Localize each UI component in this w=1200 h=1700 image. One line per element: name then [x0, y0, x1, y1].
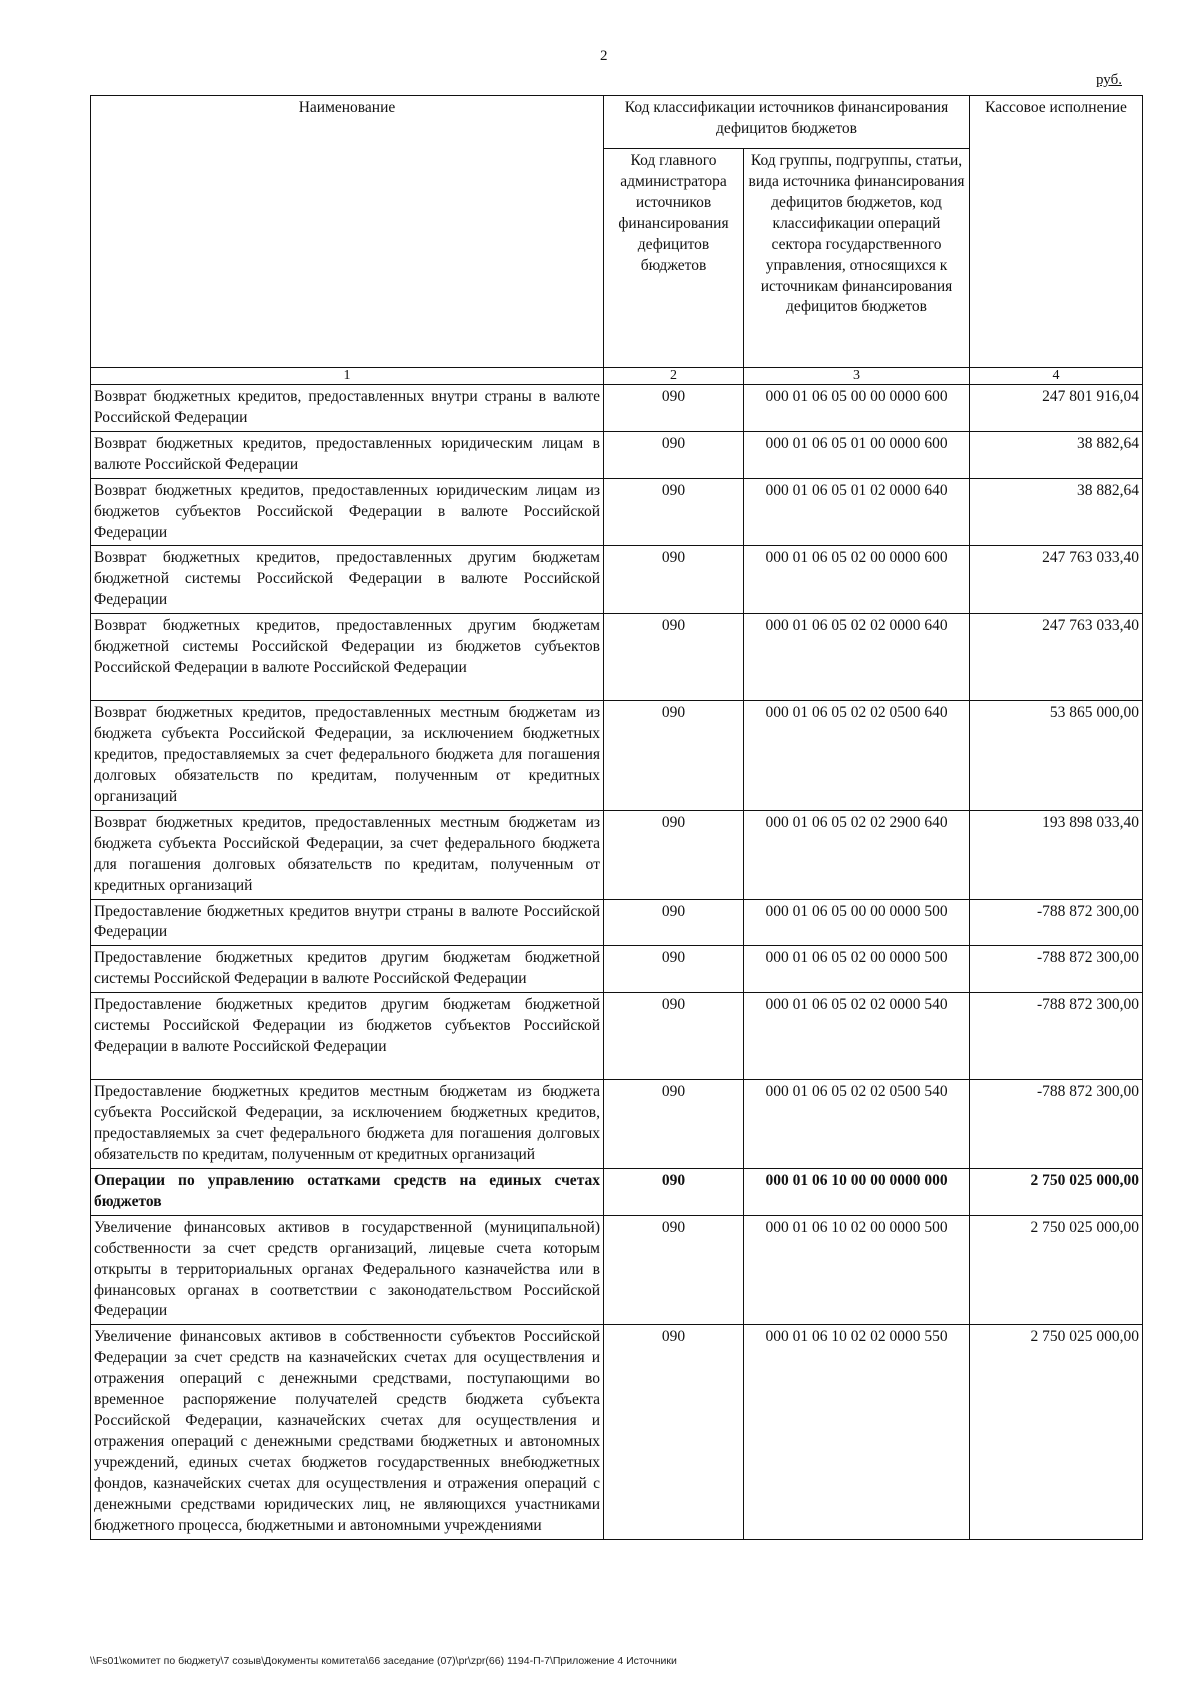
table-row [91, 546, 1143, 614]
row-amount: 247 763 033,40 [970, 546, 1143, 614]
sources-table [90, 95, 1143, 1540]
row-amount: 2 750 025 000,00 [970, 1215, 1143, 1325]
table-row [91, 701, 1143, 811]
row-admin-code: 090 [604, 993, 744, 1080]
row-amount: -788 872 300,00 [970, 946, 1143, 993]
column-number: 3 [744, 368, 970, 385]
table-row [91, 478, 1143, 546]
row-classification-code: 000 01 06 05 01 02 0000 640 [744, 478, 970, 546]
row-admin-code: 090 [604, 1080, 744, 1169]
row-classification-code: 000 01 06 10 02 00 0000 500 [744, 1215, 970, 1325]
row-admin-code: 090 [604, 810, 744, 899]
table-row [91, 1215, 1143, 1325]
row-classification-code: 000 01 06 05 02 00 0000 500 [744, 946, 970, 993]
file-path-footer: \\Fs01\комитет по бюджету\7 созыв\Документы комитета\66 заседание (07)\pr\zpr(66) 1194-П-7\Приложение 4 Источники [90, 1655, 677, 1667]
row-name: Предоставление бюджетных кредитов местным бюджетам из бюджета субъекта Российской Федерации, за исключением бюджетных кредитов, предоставляемых за счет федерального бюджета для погашения долговых обязательств по кредитам, полученным от кредитных организаций [91, 1080, 604, 1169]
column-number-row [91, 368, 1143, 385]
row-classification-code: 000 01 06 05 01 00 0000 600 [744, 431, 970, 478]
row-admin-code: 090 [604, 1215, 744, 1325]
row-classification-code: 000 01 06 05 00 00 0000 600 [744, 385, 970, 432]
row-amount: 2 750 025 000,00 [970, 1168, 1143, 1215]
column-number: 2 [604, 368, 744, 385]
row-amount: 2 750 025 000,00 [970, 1325, 1143, 1539]
row-classification-code: 000 01 06 05 02 02 0000 640 [744, 614, 970, 701]
column-number: 1 [91, 368, 604, 385]
row-admin-code: 090 [604, 899, 744, 946]
row-amount: 53 865 000,00 [970, 701, 1143, 811]
row-classification-code: 000 01 06 05 02 02 0000 540 [744, 993, 970, 1080]
table-row [91, 614, 1143, 701]
row-classification-code: 000 01 06 10 02 02 0000 550 [744, 1325, 970, 1539]
row-name: Предоставление бюджетных кредитов внутри страны в валюте Российской Федерации [91, 899, 604, 946]
row-admin-code: 090 [604, 1168, 744, 1215]
row-amount: -788 872 300,00 [970, 1080, 1143, 1169]
row-amount: 193 898 033,40 [970, 810, 1143, 899]
table-row [91, 810, 1143, 899]
row-amount: 38 882,64 [970, 478, 1143, 546]
row-name: Возврат бюджетных кредитов, предоставленных юридическим лицам в валюте Российской Федерации [91, 431, 604, 478]
row-amount: 38 882,64 [970, 431, 1143, 478]
row-name: Увеличение финансовых активов в собственности субъектов Российской Федерации за счет средств на казначейских счетах для осуществления и отражения операций с денежными средствами, поступающими во временное распоряжение получателей средств бюджета субъекта Российской Федерации, казначейских счетах для осуществления и отражения операций с денежными средствами бюджетных и автономных учреждений, единых счетах бюджетов государственных внебюджетных фондов, казначейских счетах для осуществления и отражения операций с денежными средствами юридических лиц, не являющихся участниками бюджетного процесса, бюджетными и автономными учреждениями [91, 1325, 604, 1539]
row-name: Возврат бюджетных кредитов, предоставленных внутри страны в валюте Российской Федерации [91, 385, 604, 432]
row-admin-code: 090 [604, 1325, 744, 1539]
row-name: Увеличение финансовых активов в государственной (муниципальной) собственности за счет средств организаций, лицевые счета которым открыты в территориальных органах Федерального казначейства или в финансовых органах в соответствии с законодательством Российской Федерации [91, 1215, 604, 1325]
row-name: Предоставление бюджетных кредитов другим бюджетам бюджетной системы Российской Федерации из бюджетов субъектов Российской Федерации в валюте Российской Федерации [91, 993, 604, 1080]
row-amount: -788 872 300,00 [970, 993, 1143, 1080]
row-classification-code: 000 01 06 05 02 02 0500 540 [744, 1080, 970, 1169]
row-name: Возврат бюджетных кредитов, предоставленных местным бюджетам из бюджета субъекта Российской Федерации, за исключением бюджетных кредитов, предоставляемых за счет федерального бюджета для погашения долговых обязательств по кредитам, полученным от кредитных организаций [91, 701, 604, 811]
header-admin-code: Код главного администратора источников финансирования дефицитов бюджетов [604, 149, 744, 368]
page-number: 2 [600, 48, 608, 64]
table-row [91, 1080, 1143, 1169]
table-row [91, 993, 1143, 1080]
row-name: Возврат бюджетных кредитов, предоставленных местным бюджетам из бюджета субъекта Российской Федерации, за счет федерального бюджета для погашения долговых обязательств по кредитам, полученным от кредитных организаций [91, 810, 604, 899]
unit-label: руб. [1096, 72, 1122, 88]
row-admin-code: 090 [604, 431, 744, 478]
table-row [91, 385, 1143, 432]
row-name: Операции по управлению остатками средств на единых счетах бюджетов [91, 1168, 604, 1215]
row-amount: 247 801 916,04 [970, 385, 1143, 432]
table-row [91, 899, 1143, 946]
table-row [91, 1325, 1143, 1539]
row-classification-code: 000 01 06 05 02 02 0500 640 [744, 701, 970, 811]
row-admin-code: 090 [604, 546, 744, 614]
column-number: 4 [970, 368, 1143, 385]
row-admin-code: 090 [604, 614, 744, 701]
header-group-code: Код группы, подгруппы, статьи, вида источника финансирования дефицитов бюджетов, код классификации операций сектора государственного управления, относящихся к источникам финансирования дефицитов бюджетов [744, 149, 970, 368]
header-name: Наименование [91, 96, 604, 368]
header-code-group: Код классификации источников финансирования дефицитов бюджетов [604, 96, 970, 149]
row-classification-code: 000 01 06 05 02 02 2900 640 [744, 810, 970, 899]
row-admin-code: 090 [604, 946, 744, 993]
row-classification-code: 000 01 06 10 00 00 0000 000 [744, 1168, 970, 1215]
row-classification-code: 000 01 06 05 00 00 0000 500 [744, 899, 970, 946]
row-name: Возврат бюджетных кредитов, предоставленных юридическим лицам из бюджетов субъектов Российской Федерации в валюте Российской Федерации [91, 478, 604, 546]
table-row [91, 431, 1143, 478]
row-amount: -788 872 300,00 [970, 899, 1143, 946]
table-row [91, 946, 1143, 993]
row-name: Возврат бюджетных кредитов, предоставленных другим бюджетам бюджетной системы Российской Федерации из бюджетов субъектов Российской Федерации в валюте Российской Федерации [91, 614, 604, 701]
row-classification-code: 000 01 06 05 02 00 0000 600 [744, 546, 970, 614]
table-row [91, 1168, 1143, 1215]
row-amount: 247 763 033,40 [970, 614, 1143, 701]
row-admin-code: 090 [604, 478, 744, 546]
row-admin-code: 090 [604, 385, 744, 432]
row-admin-code: 090 [604, 701, 744, 811]
row-name: Предоставление бюджетных кредитов другим бюджетам бюджетной системы Российской Федерации в валюте Российской Федерации [91, 946, 604, 993]
header-amount: Кассовое исполнение [970, 96, 1143, 368]
row-name: Возврат бюджетных кредитов, предоставленных другим бюджетам бюджетной системы Российской Федерации в валюте Российской Федерации [91, 546, 604, 614]
